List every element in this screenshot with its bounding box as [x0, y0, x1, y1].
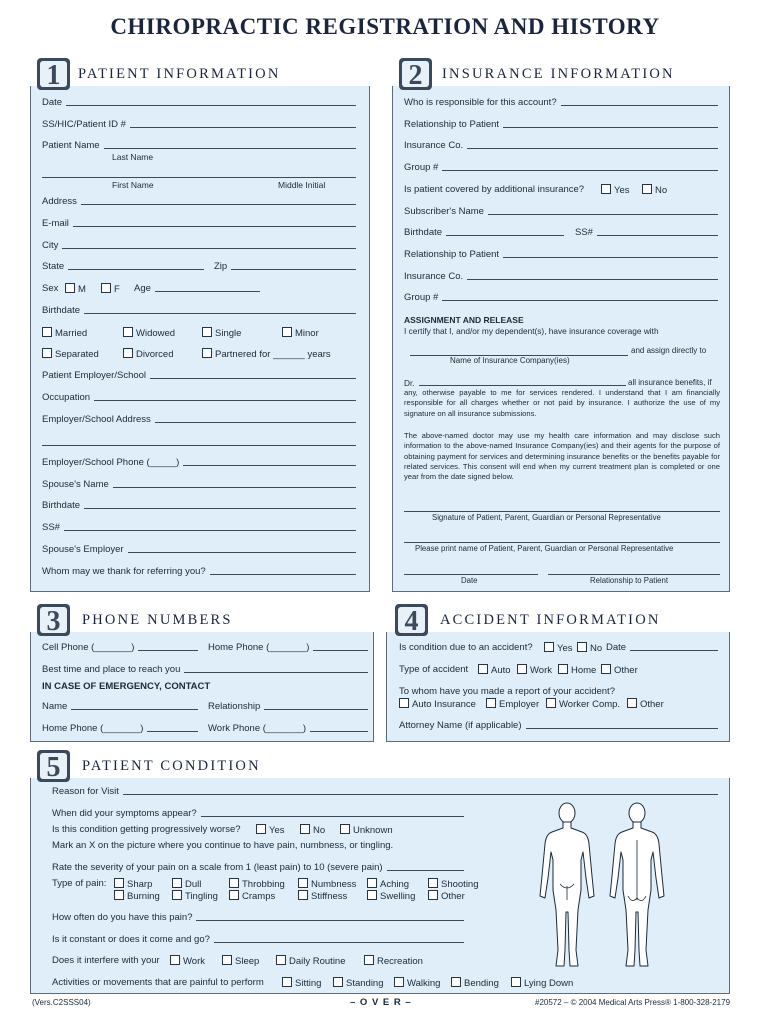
symptoms-appear-field[interactable]: When did your symptoms appear?	[52, 808, 464, 819]
insurance-company-names-label: Name of Insurance Company(ies)	[450, 356, 570, 365]
section-4-badge	[392, 600, 432, 640]
divorced-checkbox[interactable]: Divorced	[123, 348, 174, 360]
accident-no-checkbox[interactable]: No	[577, 642, 602, 654]
emergency-name-field[interactable]: Name	[42, 701, 198, 712]
best-time-field[interactable]: Best time and place to reach you	[42, 664, 368, 675]
first-name-line[interactable]	[42, 176, 356, 178]
pain-dull-checkbox[interactable]: Dull	[172, 878, 201, 890]
section-2-badge	[396, 54, 436, 94]
relationship-field[interactable]: Relationship to Patient	[404, 119, 718, 130]
type-of-pain-label: Type of pain:	[52, 878, 107, 889]
married-checkbox[interactable]: Married	[42, 327, 87, 339]
worse-yes-checkbox[interactable]: Yes	[256, 824, 285, 836]
home-phone-field[interactable]: Home Phone ( _______ )	[208, 642, 368, 653]
pain-cramps-checkbox[interactable]: Cramps	[229, 890, 275, 902]
accident-due-label: Is condition due to an accident?	[399, 642, 533, 653]
emergency-heading: IN CASE OF EMERGENCY, CONTACT	[42, 681, 211, 692]
report-employer-checkbox[interactable]: Employer	[486, 698, 539, 710]
date-field[interactable]: Date	[42, 97, 356, 108]
copyright-label: #20572 – © 2004 Medical Arts Press® 1-800-328-2179	[535, 998, 731, 1007]
accident-info-title: ACCIDENT INFORMATION	[440, 612, 661, 628]
employer-field[interactable]: Patient Employer/School	[42, 370, 356, 381]
rel-signed-label: Relationship to Patient	[590, 576, 669, 585]
last-name-label: Last Name	[112, 152, 154, 162]
type-work-checkbox[interactable]: Work	[517, 664, 552, 676]
single-checkbox[interactable]: Single	[202, 327, 241, 339]
group-2-field[interactable]: Group #	[404, 292, 718, 303]
pain-tingling-checkbox[interactable]: Tingling	[172, 890, 218, 902]
spouse-employer-field[interactable]: Spouse's Employer	[42, 544, 356, 555]
spouse-birthdate-field[interactable]: Birthdate	[42, 500, 356, 511]
pain-aching-checkbox[interactable]: Aching	[367, 878, 409, 890]
pain-other-checkbox[interactable]: Other	[428, 890, 465, 902]
section-3-badge	[34, 600, 74, 640]
date-signed-line[interactable]	[404, 573, 538, 575]
group-field[interactable]: Group #	[404, 162, 718, 173]
patient-condition-title: PATIENT CONDITION	[82, 758, 261, 774]
svg-text:3: 3	[46, 606, 61, 637]
assignment-heading: ASSIGNMENT AND RELEASE	[404, 315, 524, 325]
insured-birthdate-field[interactable]: Birthdate	[404, 227, 564, 238]
emergency-relationship-field[interactable]: Relationship	[208, 701, 368, 712]
print-name-label: Please print name of Patient, Parent, Guardian or Personal Representative	[415, 544, 674, 553]
svg-text:5: 5	[46, 752, 61, 783]
release-paragraph-1: any, otherwise payable to me for services rendered. I understand that I am financially responsible for all charges whether or not paid by insurance. I authorize the use of my signature on all insurance submissions.	[404, 388, 720, 418]
body-back-diagram[interactable]	[606, 800, 668, 972]
activity-sitting-checkbox[interactable]: Sitting	[282, 977, 321, 989]
insurance-co-2-field[interactable]: Insurance Co.	[404, 271, 718, 282]
pain-numbness-checkbox[interactable]: Numbness	[298, 878, 356, 890]
additional-insurance-label: Is patient covered by additional insurance?	[404, 184, 585, 195]
responsible-field[interactable]: Who is responsible for this account?	[404, 97, 718, 108]
employer-address-field[interactable]: Employer/School Address	[42, 414, 356, 425]
occupation-field[interactable]: Occupation	[42, 392, 356, 403]
report-label: To whom have you made a report of your accident?	[399, 686, 615, 697]
partnered-checkbox[interactable]: Partnered for ______ years	[202, 348, 331, 360]
date-signed-label: Date	[461, 576, 478, 585]
report-auto-insurance-checkbox[interactable]: Auto Insurance	[399, 698, 476, 710]
employer-address-line-2[interactable]	[42, 444, 356, 446]
city-field[interactable]: City	[42, 240, 356, 251]
additional-yes-checkbox[interactable]: Yes	[601, 184, 630, 196]
activity-lying-down-checkbox[interactable]: Lying Down	[511, 977, 573, 989]
relationship-2-field[interactable]: Relationship to Patient	[404, 249, 718, 260]
pain-swelling-checkbox[interactable]: Swelling	[367, 890, 415, 902]
pain-stiffness-checkbox[interactable]: Stiffness	[298, 890, 347, 902]
attorney-field[interactable]: Attorney Name (if applicable)	[399, 720, 718, 731]
birthdate-field[interactable]: Birthdate	[42, 305, 356, 316]
cell-phone-field[interactable]: Cell Phone ( _______ )	[42, 642, 198, 653]
accident-yes-checkbox[interactable]: Yes	[544, 642, 573, 654]
type-home-checkbox[interactable]: Home	[558, 664, 596, 676]
report-other-checkbox[interactable]: Other	[627, 698, 664, 710]
subscriber-field[interactable]: Subscriber's Name	[404, 206, 718, 217]
sex-label: Sex	[42, 283, 59, 294]
worse-label: Is this condition getting progressively worse?	[52, 824, 241, 835]
widowed-checkbox[interactable]: Widowed	[123, 327, 175, 339]
print-name-line[interactable]	[404, 541, 720, 543]
referral-field[interactable]: Whom may we thank for referring you?	[42, 566, 356, 577]
activities-label: Activities or movements that are painful to perform	[52, 977, 264, 988]
spouse-name-field[interactable]: Spouse's Name	[42, 479, 356, 490]
mark-instructions: Mark an X on the picture where you continue to have pain, numbness, or tingling.	[52, 840, 394, 851]
insured-ss-field[interactable]: SS#	[575, 227, 718, 238]
state-field[interactable]: State	[42, 261, 204, 272]
middle-initial-label: Middle Initial	[278, 180, 326, 190]
interfere-work-checkbox[interactable]: Work	[170, 955, 205, 967]
section-5-badge	[34, 746, 74, 786]
insurance-info-title: INSURANCE INFORMATION	[442, 66, 675, 82]
first-name-label: First Name	[112, 180, 154, 190]
spouse-ss-field[interactable]: SS#	[42, 522, 356, 533]
separated-checkbox[interactable]: Separated	[42, 348, 99, 360]
assign-directly-label: and assign directly to	[631, 346, 707, 355]
pain-throbbing-checkbox[interactable]: Throbbing	[229, 878, 285, 890]
employer-phone-field[interactable]: Employer/School Phone ( _____ )	[42, 457, 356, 468]
pain-severity-field[interactable]: Rate the severity of your pain on a scale from 1 (least pain) to 10 (severe pain)	[52, 862, 464, 873]
pain-burning-checkbox[interactable]: Burning	[114, 890, 160, 902]
insurance-co-field[interactable]: Insurance Co.	[404, 140, 718, 151]
svg-text:4: 4	[404, 606, 419, 637]
version-label: (Vers.C2SSS04)	[32, 998, 91, 1007]
phone-numbers-title: PHONE NUMBERS	[82, 612, 233, 628]
reason-for-visit-field[interactable]: Reason for Visit	[52, 786, 718, 797]
how-often-field[interactable]: How often do you have this pain?	[52, 912, 464, 923]
interfere-sleep-checkbox[interactable]: Sleep	[222, 955, 259, 967]
doctor-field[interactable]: Dr.	[404, 378, 626, 388]
signature-label: Signature of Patient, Parent, Guardian or Personal Representative	[432, 513, 661, 522]
type-auto-checkbox[interactable]: Auto	[478, 664, 511, 676]
accident-type-label: Type of accident	[399, 664, 469, 675]
address-field[interactable]: Address	[42, 196, 356, 207]
form-title: CHIROPRACTIC REGISTRATION AND HISTORY	[110, 14, 660, 39]
interfere-recreation-checkbox[interactable]: Recreation	[364, 955, 423, 967]
signature-line[interactable]	[404, 510, 720, 512]
accident-date-field[interactable]: Date	[606, 642, 718, 653]
emergency-home-phone-field[interactable]: Home Phone ( _______ )	[42, 723, 198, 734]
additional-no-checkbox[interactable]: No	[642, 184, 667, 196]
interfere-daily-checkbox[interactable]: Daily Routine	[276, 955, 346, 967]
activity-bending-checkbox[interactable]: Bending	[451, 977, 499, 989]
pain-sharp-checkbox[interactable]: Sharp	[114, 878, 152, 890]
minor-checkbox[interactable]: Minor	[282, 327, 319, 339]
patient-name-field[interactable]: Patient Name	[42, 140, 356, 151]
type-other-checkbox[interactable]: Other	[601, 664, 638, 676]
release-paragraph-2: The above-named doctor may use my health care information and may disclose such information to the above-named Insurance Company(ies) and their agents for the purpose of obtaining payment for services and determining insurance benefits or the benefits payable for related services. This consent will end when my current treatment plan is completed or one year from the date signed below.	[404, 431, 720, 482]
pain-shooting-checkbox[interactable]: Shooting	[428, 878, 479, 890]
certify-text: I certify that I, and/or my dependent(s), have insurance coverage with	[404, 326, 659, 336]
activity-standing-checkbox[interactable]: Standing	[333, 977, 384, 989]
over-label: – O V E R –	[350, 997, 412, 1008]
report-workers-comp-checkbox[interactable]: Worker Comp.	[546, 698, 620, 710]
section-1-badge	[34, 54, 74, 94]
patient-id-field[interactable]: SS/HIC/Patient ID #	[42, 119, 356, 130]
svg-text:1: 1	[46, 60, 61, 91]
rel-signed-line[interactable]	[548, 573, 720, 575]
sex-m-checkbox[interactable]: M	[65, 283, 86, 295]
sex-f-checkbox[interactable]: F	[101, 283, 120, 295]
body-front-diagram[interactable]	[536, 800, 598, 972]
all-benefits-label: all insurance benefits, if	[628, 378, 712, 387]
email-field[interactable]: E-mail	[42, 218, 356, 229]
svg-text:2: 2	[408, 60, 423, 91]
patient-info-title: PATIENT INFORMATION	[78, 66, 281, 82]
zip-field[interactable]: Zip	[214, 261, 356, 272]
interfere-label: Does it interfere with your	[52, 955, 160, 966]
emergency-work-phone-field[interactable]: Work Phone ( _______ )	[208, 723, 368, 734]
worse-no-checkbox[interactable]: No	[300, 824, 325, 836]
activity-walking-checkbox[interactable]: Walking	[394, 977, 440, 989]
worse-unknown-checkbox[interactable]: Unknown	[340, 824, 393, 836]
constant-field[interactable]: Is it constant or does it come and go?	[52, 934, 464, 945]
age-field[interactable]: Age	[134, 283, 260, 294]
